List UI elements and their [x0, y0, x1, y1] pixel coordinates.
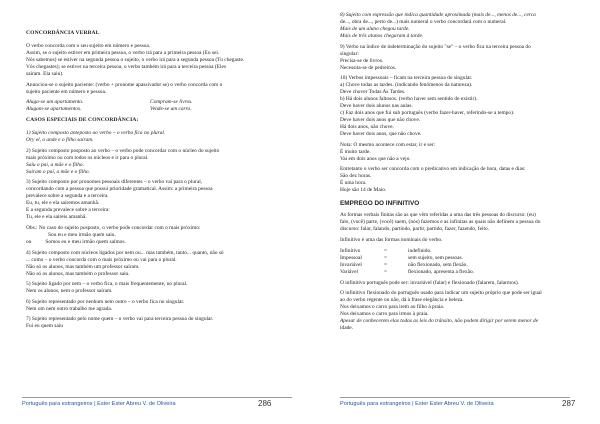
paragraph: O verbo concorda com o seu sujeito em número e pessoa. Assim, se o sujeito estiver em primeira pessoa, o verbo irá para a primeira pessoa (Eu sei. Nós sabemos) se estiver na segunda pessoa o sujeito, o verbo irá para a segunda pessoa (Tu chegaste. Vós chegastes); se estiver na terceira pessoa, o verbo também irá para a terceira pessoa (Eles saíram. Ela saiu).: [26, 43, 245, 77]
case-1: 1) Sujeito composto anteposto ao verbo – o verbo fica no plural. Ory el, o ande e o filho saíram.: [26, 130, 166, 144]
paragraph: O infinitivo português pode ser: invariável (falar) e flexionado (falarem, falarmos).: [340, 279, 520, 286]
case-2: 2) Sujeito composto posposto ao verbo – o verbo pode concordar com o núcleo do sujeito mais próximo ou com todos os núcleos e ir para o plural. Saiu o pai, a mãe e o filho. Saíram o pai, a mãe e o filho.: [26, 147, 220, 175]
right-page: [300, 0, 600, 424]
footer-text: Português para estrangeiros | Ester Ester Abreu V. de Oliveira: [22, 401, 176, 407]
case-9: 9) Verbo na índice de indeterminação do sujeito "se" – o verbo fica na terceira pessoa do singular: Precisa-se de livros. Necessita-se de pedreiros.: [340, 43, 531, 71]
case-4: 4) Sujeito composto com núcleos ligados por nem ou... mas também, tanto... quanto, não só ... como – o verbo concorda com o mais próximo ou vai para o plural. Não só os alunos, mas também um professor saíram. Não só os alunos, mas também o professor saiu.: [26, 249, 224, 277]
table-row: Variável = flexionado, apresenta a flexão.: [340, 268, 475, 275]
case-8: 8) Sujeito com expressão que indica quantidade aproximada (mais de..., menos de..., cerca de..., obra de..., perto de...) mais numeral o verbo concordará com o numeral. Mais de um aluno chegou tarde. Mais de três alunos chegaram à tarde.: [340, 12, 536, 39]
case-5: 5) Sujeito ligado por nem – o verbo fica, o mais frequentemente, no plural. Nem os alunos, nem o professor saíram.: [26, 281, 188, 295]
table-row: Invariável = não flexionado, sem flexão.: [340, 261, 468, 268]
infinitive-definitions-table: [340, 248, 478, 276]
examples-table: Aluga-se um apartamento. Compram-se livros. Alugam-se apartamentos. Vende-se um carro.: [26, 99, 193, 113]
left-text-column: [26, 30, 280, 334]
paragraph: Entretanto o verbo ser concorda com o predicativo em indicação de hora, datas e dias: São dez horas. É uma hora. Hoje são 14 de Maio.: [340, 166, 526, 194]
table-row: Infinitivo = indefinido.: [340, 247, 432, 254]
right-text-column: [340, 12, 586, 336]
section-title: CONCORDÂNCIA VERBAL: [26, 30, 100, 36]
paragraph: Anunciou-se o sujeito paciente: (verbo + pronome apassivador se) o verbo concorda com o sujeito paciente em número e pessoa.: [26, 81, 223, 95]
case-3: 3) Sujeito composto por pronomes pessoais diferentes – o verbo vai para o plural, concordando com a pessoa que possui prioridade gramatical. Assim: a primeira pessoa prevalece sobre a segunda e a terceira. Eu, tu, ele e ela sairemos amanhã. E a segunda prevalece sobre a terceira: Tu, ele e ela saireis amanhã.: [26, 179, 213, 221]
footer-rule: [22, 397, 292, 398]
subsection-title: CASOS ESPECIAIS DE CONCORDÂNCIA:: [26, 117, 139, 124]
observation: Obs.: No caso do sujeito posposto, o verbo pode concordar com o mais próximo: Sou eu e meu irmão quem saiu. ou Somos eu e meu irmão quem saímos.: [26, 224, 201, 245]
case-10: 10) Verbos impessoais – ficam na terceira pessoa do singular. a) Chove todas as tardes. (indicando fenômenos da natureza). Deve chover Todas As Tardes. b) Há dois alunos faltosos. (verbo haver sem sentido de existir). Deve haver dois alunos nas aulas. c) Faz dois anos que fui sub português (verbo fazer-haver, referindo-se a tempo). Deve haver dois anos que não chove. Há dois anos, não chove. Deve haver dois anos, que não chove.: [340, 75, 515, 138]
table-row: Impessoal = sem sujeito, sem pessoas.: [340, 254, 463, 261]
paragraph: O infinitivo flexionado do português usado para indicar um sujeito próprio que pode ser igual ao do verbo regente ou não, dá à frase elegância e beleza. Nos deixamos o carro para irem ao filho à praia. Nos deixamos o carro para irmos à praia. Apesar de conhecerem elas todas as leis do trânsito, não podem dirigir por serem menor de idade.: [340, 290, 542, 332]
case-7: 7) Sujeito representado pelo nome quem – o verbo vai para terceira pessoa do singular. Fui eu quem saiu: [26, 316, 214, 330]
paragraph: Infinitivo é uma das formas nominais do verbo.: [340, 236, 443, 243]
case-6: 6) Sujeito representado por nenhum nem outro – o verbo fica no singular. Nem um nem outro trabalho me agrada.: [26, 298, 185, 312]
footer-rule: [340, 397, 570, 398]
page-number: 287: [562, 399, 576, 408]
note: Nota: O mesmo acontece com estar, ir e ser: É muito tarde. Vai em dois anos que não a vejo.: [340, 141, 436, 162]
page-number: 286: [258, 399, 272, 408]
section-title: EMPREGO DO INFINITIVO: [340, 200, 420, 208]
footer-text: Português para estrangeiros | Ester Ester Abreu V. de Oliveira: [340, 401, 494, 407]
paragraph: As formas verbais finitas são as que vêm referidas a uma das três pessoas do discurso: (eu) falo, (você) parte, (você) saem, (nós) fazemos e as infinitas as quais não definem a pessoa do discurso: falar, falando, partindo, partir, partido, fazer, fazendo, feito.: [340, 212, 541, 233]
